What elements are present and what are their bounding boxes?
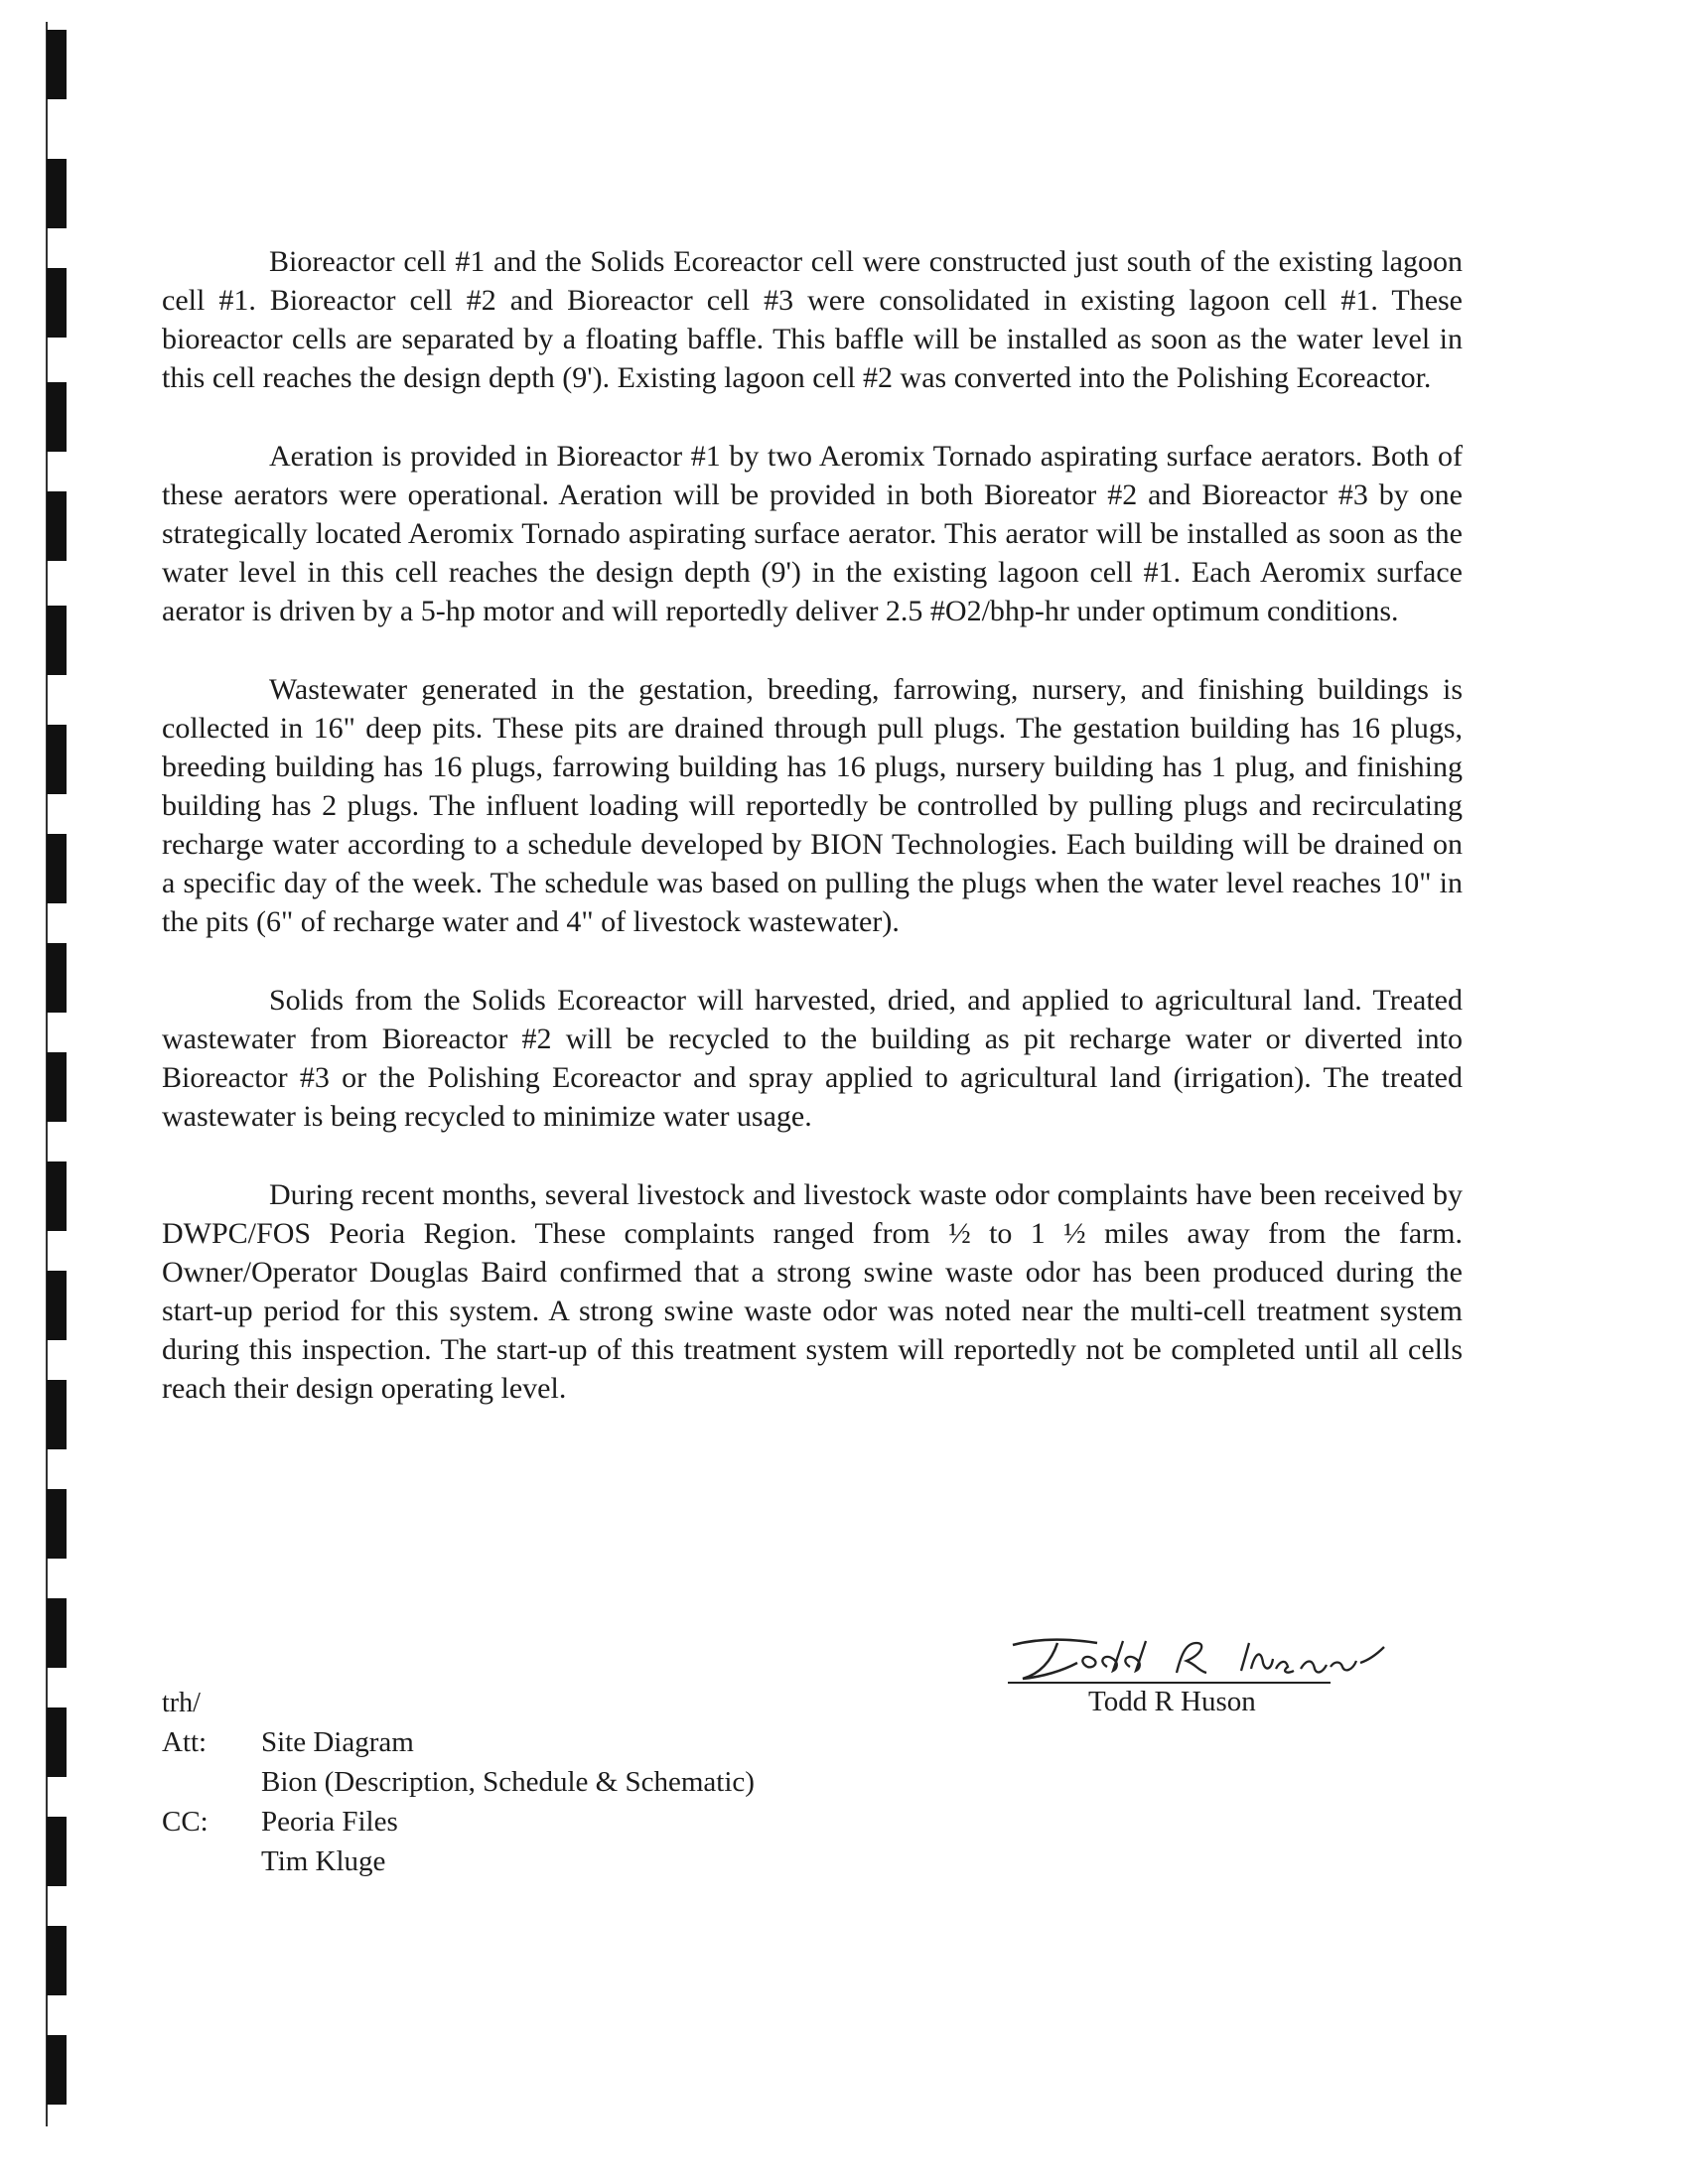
binding-mark <box>47 1161 67 1231</box>
attachments-row <box>162 1762 755 1802</box>
binding-mark <box>47 1707 67 1777</box>
binding-mark <box>47 1489 67 1559</box>
typist-initials: trh/ <box>162 1688 201 1718</box>
cc-label: CC: <box>162 1806 209 1838</box>
binding-mark <box>47 725 67 794</box>
paragraph-solids: Solids from the Solids Ecoreactor will harvested, dried, and applied to agricultural land. Treated wastewater from Bioreactor #2 will be recycled to the building as pit recharge water or diverted into Bioreactor #3 or the Polishing Ecoreactor and spray applied to agricultural land (irrigation). The treated wastewater is being recycled to minimize water usage. <box>162 984 1463 1133</box>
paragraph-odor-complaints: During recent months, several livestock and livestock waste odor complaints have been received by DWPC/FOS Peoria Region. These complaints ranged from ½ to 1 ½ miles away from the farm. Owner/Operator Douglas Baird confirmed that a strong swine waste odor has been produced during the start-up period for this system. A strong swine waste odor was noted near the multi-cell treatment system during this inspection. The start-up of this treatment system will reportedly not be completed until all cells reach their design operating level. <box>162 1178 1463 1405</box>
cc-row <box>162 1802 398 1842</box>
paragraph-wastewater: Wastewater generated in the gestation, breeding, farrowing, nursery, and finishing buildings is collected in 16" deep pits. These pits are drained through pull plugs. The gestation building has 16 plugs, breeding building has 16 plugs, farrowing building has 16 plugs, nursery building has 1 plug, and finishing building has 2 plugs. The influent loading will reportedly be controlled by pulling plugs and recirculating recharge water according to a schedule developed by BION Technologies. Each building will be drained on a specific day of the week. The schedule was based on pulling the plugs when the water level reaches 10" in the pits (6" of recharge water and 4" of livestock wastewater). <box>162 673 1463 938</box>
binding-mark <box>47 491 67 561</box>
cc-item: Peoria Files <box>261 1806 398 1838</box>
binding-mark <box>47 943 67 1013</box>
binding-mark <box>47 1598 67 1668</box>
binding-mark <box>47 2035 67 2105</box>
signer-name: Todd R Huson <box>1088 1686 1256 1717</box>
paragraph-bioreactor-cells: Bioreactor cell #1 and the Solids Ecoreactor cell were constructed just south of the existing lagoon cell #1. Bioreactor cell #2 and Bioreactor cell #3 were consolidated in existing lagoon cell #1. These bioreactor cells are separated by a floating baffle. This baffle will be installed as soon as the water level in this cell reaches the design depth (9'). Existing lagoon cell #2 was converted into the Polishing Ecoreactor. <box>162 245 1463 394</box>
binding-mark <box>47 268 67 338</box>
attachments-row <box>162 1722 414 1762</box>
binding-mark <box>47 1817 67 1886</box>
binding-mark <box>47 606 67 675</box>
binding-mark <box>47 1926 67 1995</box>
binding-mark <box>47 159 67 228</box>
binding-mark <box>47 382 67 452</box>
cc-row <box>162 1842 385 1881</box>
binding-mark <box>47 834 67 903</box>
cc-item: Tim Kluge <box>261 1845 386 1877</box>
binding-mark <box>47 1052 67 1122</box>
binding-mark <box>47 30 67 99</box>
binding-mark <box>47 1271 67 1340</box>
attachment-item: Site Diagram <box>261 1726 414 1758</box>
attachment-item: Bion (Description, Schedule & Schematic) <box>261 1766 755 1798</box>
binding-mark <box>47 1380 67 1449</box>
report-body <box>162 242 1463 1447</box>
paragraph-aeration: Aeration is provided in Bioreactor #1 by two Aeromix Tornado aspirating surface aerators. Both of these aerators were operational. Aeration will be provided in both Bioreator #2 and Bioreactor #3 by one strategically located Aeromix Tornado aspirating surface aerator. This aerator will be installed as soon as the water level in this cell reaches the design depth (9') in the existing lagoon cell #1. Each Aeromix surface aerator is driven by a 5-hp motor and will reportedly deliver 2.5 #O2/bhp-hr under optimum conditions. <box>162 440 1463 627</box>
handwritten-signature <box>1003 1633 1400 1688</box>
attachments-label: Att: <box>162 1726 208 1758</box>
